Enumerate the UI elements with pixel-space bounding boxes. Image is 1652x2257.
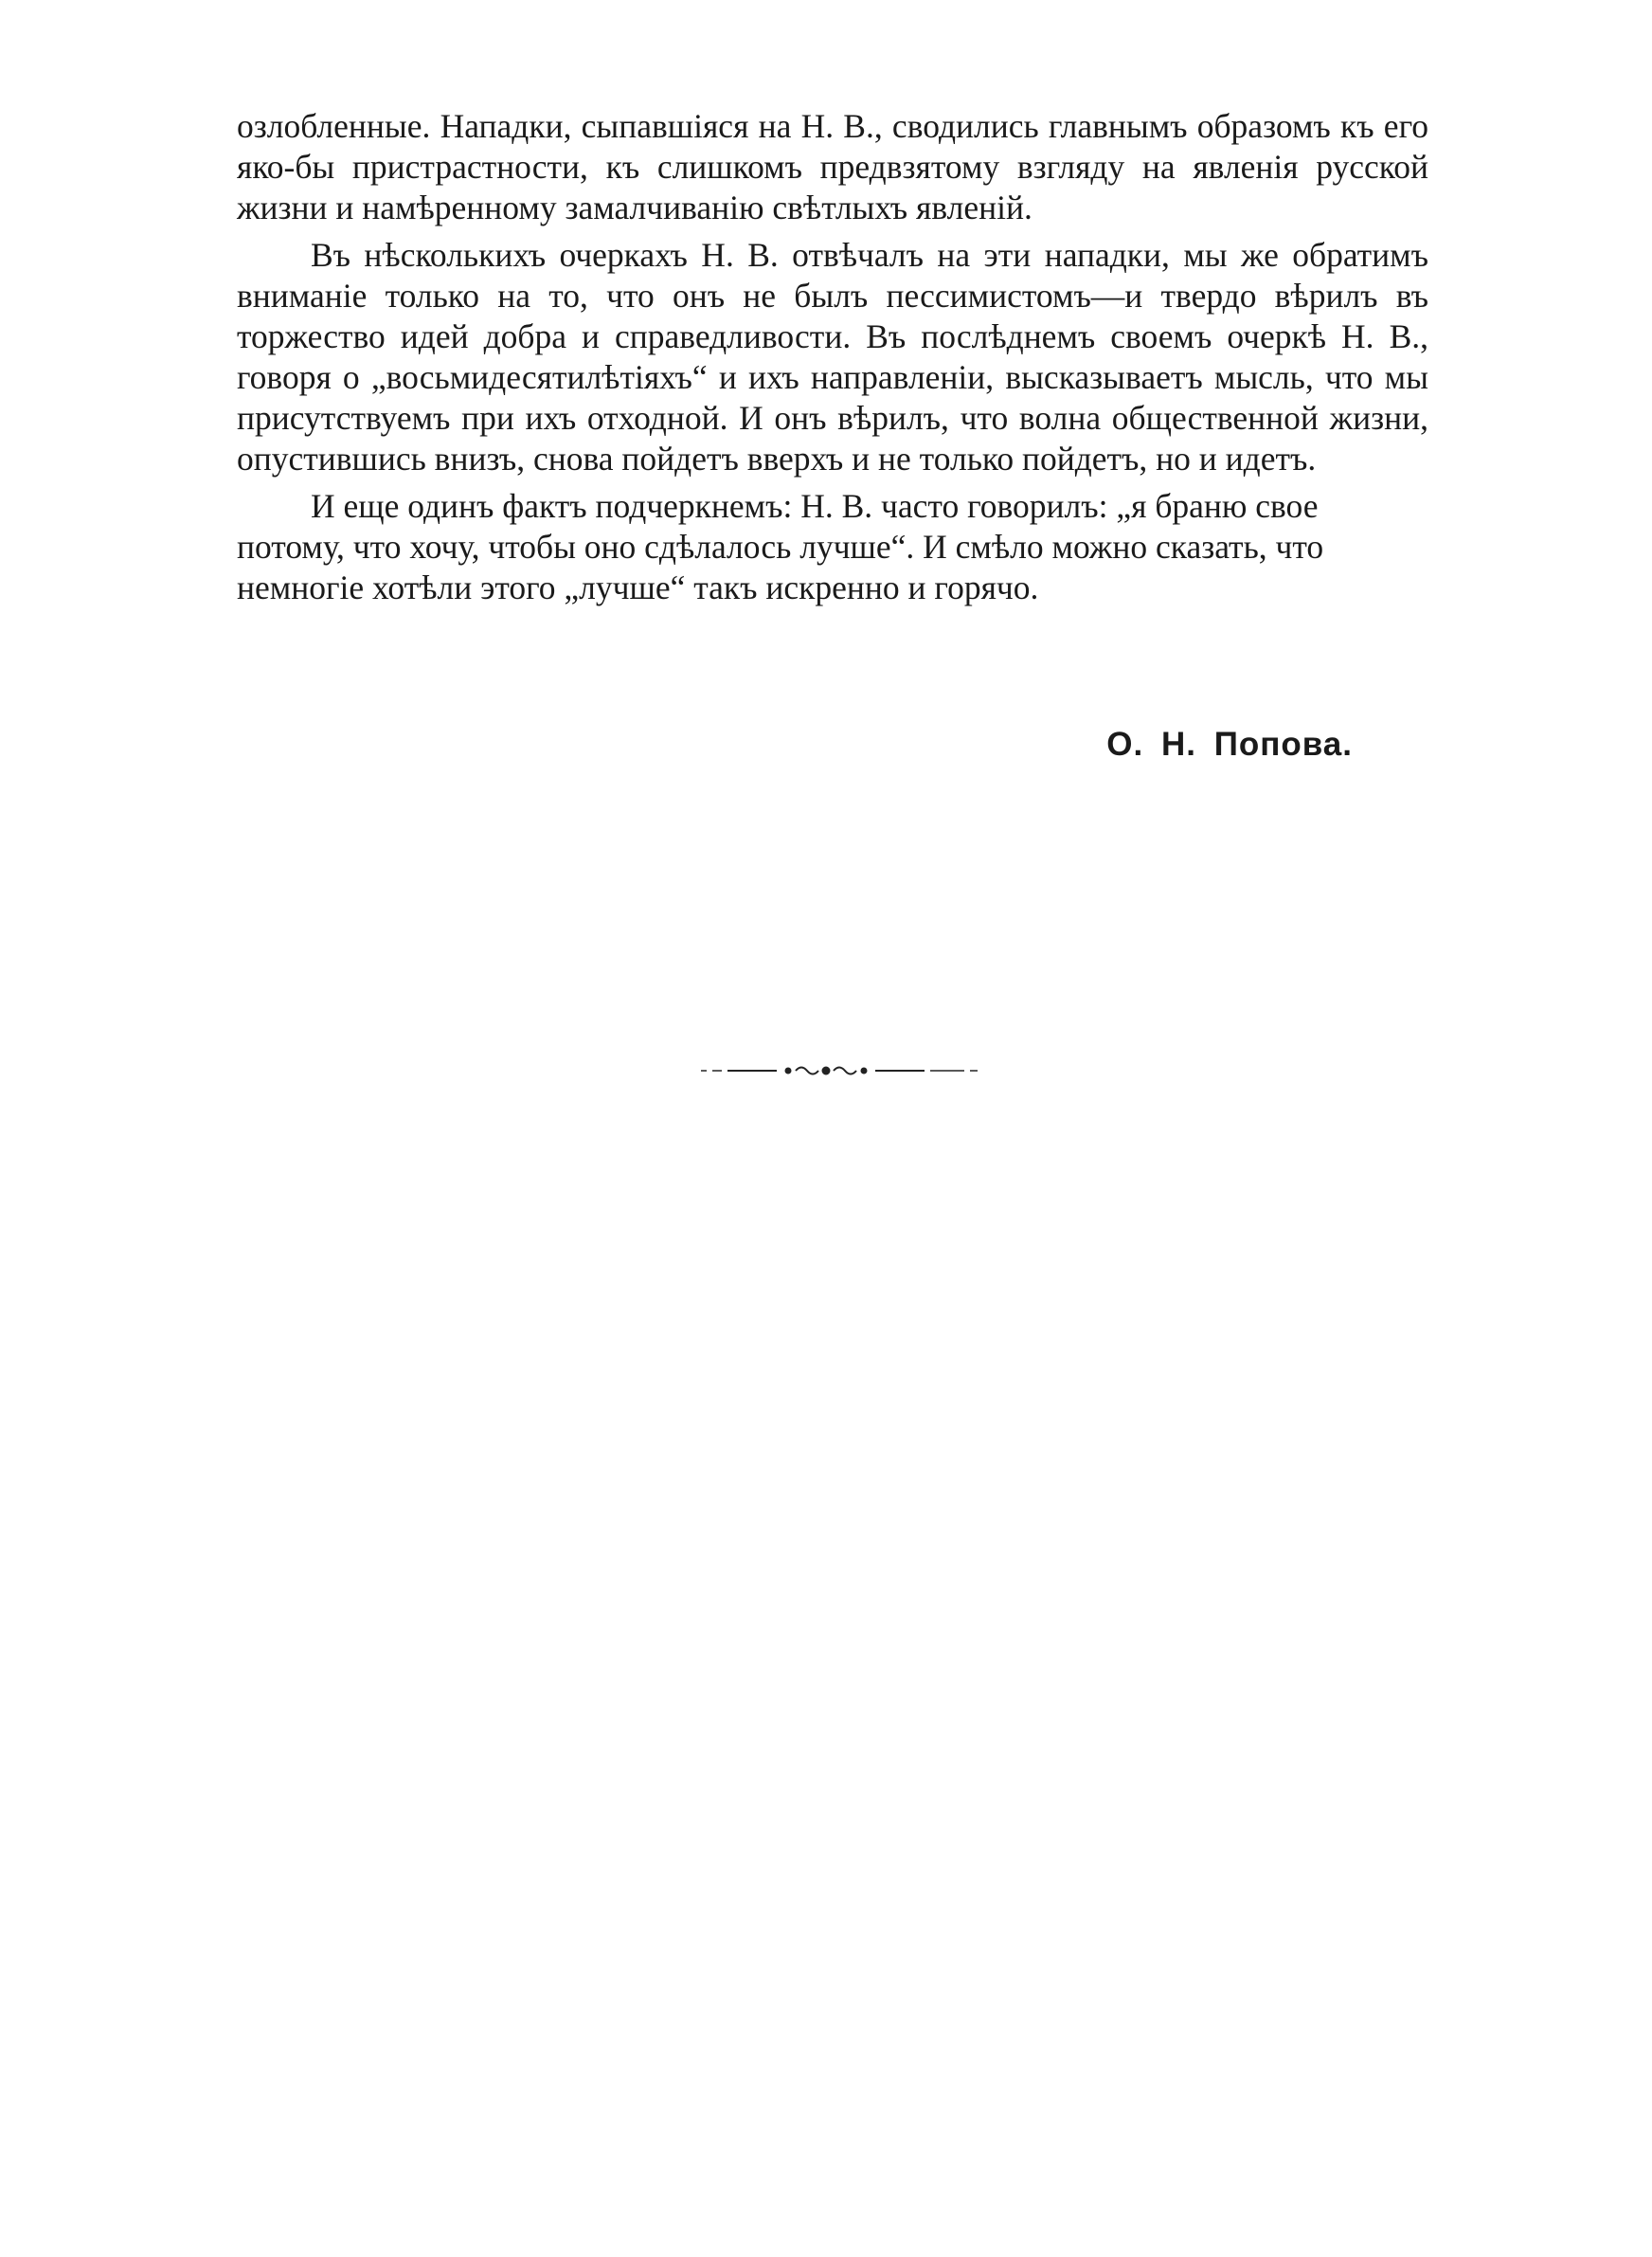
end-ornament-icon [701,1063,985,1078]
paragraph-2: Въ нѣсколькихъ очеркахъ Н. В. отвѣчалъ на эти нападки, мы же обратимъ вниманіе только на то, что онъ не былъ пессимистомъ—и твердо вѣрилъ въ торжество идей добра и справедливости. Въ послѣднемъ своемъ очеркѣ Н. В., говоря о „восьмидесятилѣтіяхъ“ и ихъ направленіи, высказываетъ мысль, что мы присутствуемъ при ихъ отходной. И онъ вѣрилъ, что волна общественной жизни, опустившись внизъ, снова пойдетъ вверхъ и не только пойдетъ, но и идетъ. [237,236,1428,478]
author-signature: О. Н. Попова. [1106,726,1353,763]
paragraph-1: озлобленные. Нападки, сыпавшіяся на Н. В., сводились главнымъ образомъ къ его яко-бы пристрастности, къ слишкомъ предвзятому взгляду на явленія русской жизни и намѣренному замалчиванію свѣтлыхъ явленій. [237,107,1428,226]
paragraph-3: И еще одинъ фактъ подчеркнемъ: Н. В. часто говорилъ: „я браню свое потому, что хочу, чтобы оно сдѣлалось лучше“. И смѣло можно сказать, что немногіе хотѣли этого „лучше“ такъ искренно и горячо. [237,487,1324,606]
article-text [237,106,1428,615]
